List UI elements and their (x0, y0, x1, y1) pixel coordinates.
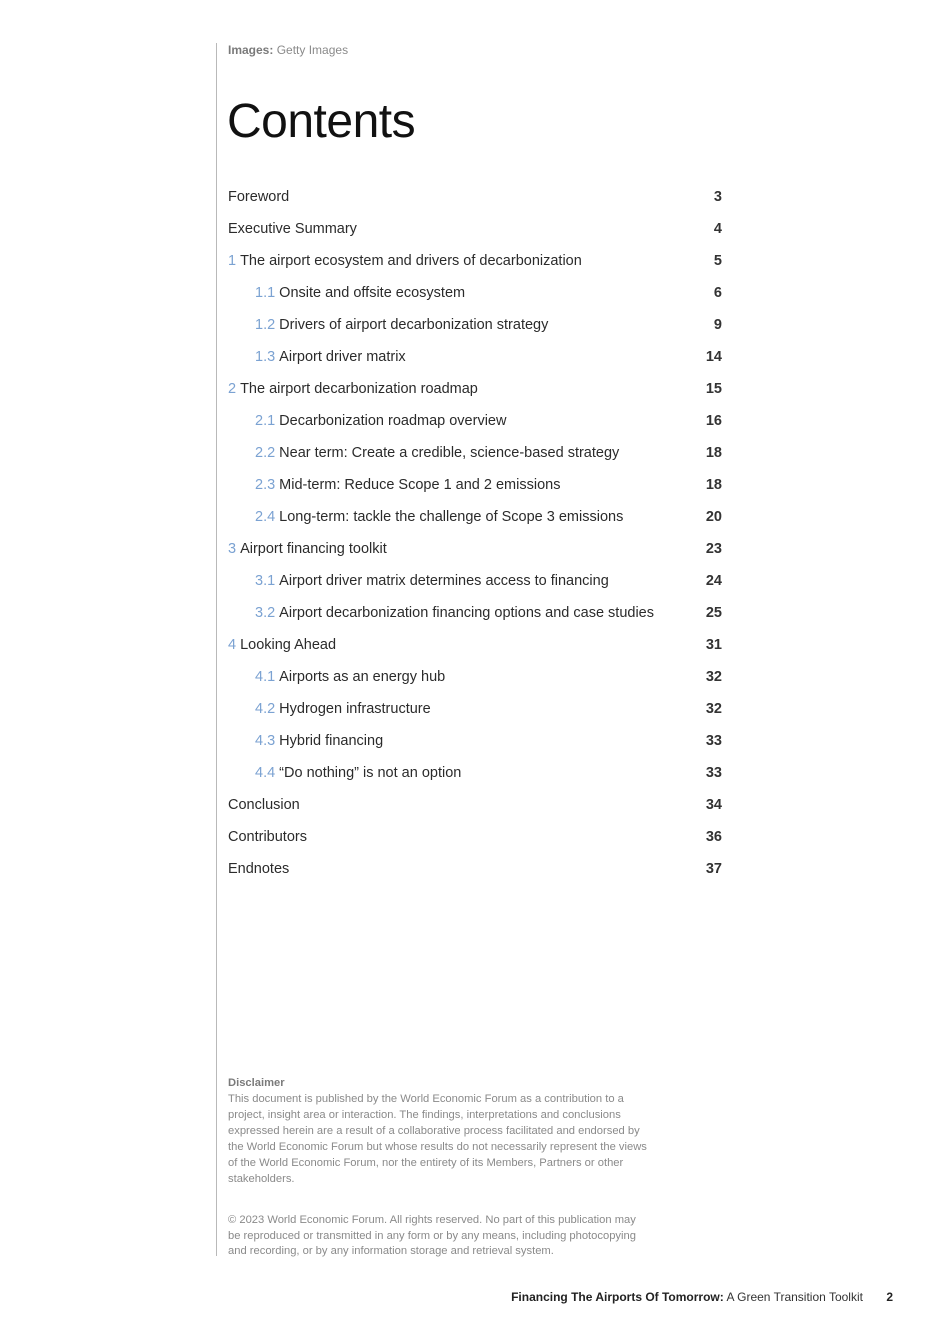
toc-entry[interactable] (228, 213, 722, 245)
page-title: Contents (227, 95, 416, 148)
toc-entry-label-wrap (255, 317, 692, 333)
toc-entry-label: Endnotes (228, 861, 290, 877)
toc-entry-label: Long-term: tackle the challenge of Scope 3 emissions (279, 509, 624, 525)
toc-entry-label: Onsite and offsite ecosystem (279, 285, 466, 301)
toc-entry[interactable] (228, 565, 722, 597)
toc-entry-page: 4 (713, 221, 722, 237)
toc-entry-label-wrap (255, 285, 692, 301)
image-credit-text: Getty Images (276, 43, 349, 57)
toc-entry-label-wrap (228, 381, 692, 397)
toc-entry[interactable] (228, 277, 722, 309)
toc-entry[interactable] (228, 309, 722, 341)
toc-entry-label-wrap (228, 541, 692, 557)
toc-entry-label: Executive Summary (228, 221, 357, 237)
toc-entry-label: Foreword (228, 189, 290, 205)
toc-entry-label-wrap (255, 765, 692, 781)
toc-entry-number: 4.2 (255, 701, 276, 717)
toc-entry-number: 3.1 (255, 573, 276, 589)
toc-entry-page: 25 (705, 605, 722, 621)
toc-entry[interactable] (228, 181, 722, 213)
toc-entry-label: Hybrid financing (279, 733, 384, 749)
footer-document-title: Financing The Airports Of Tomorrow: (511, 1290, 724, 1304)
toc-entry-label: Airports as an energy hub (279, 669, 446, 685)
toc-entry-number: 1 (228, 253, 237, 269)
toc-entry-number: 3.2 (255, 605, 276, 621)
toc-entry[interactable] (228, 661, 722, 693)
toc-entry-label-wrap (255, 509, 692, 525)
toc-entry-label: Drivers of airport decarbonization strategy (279, 317, 549, 333)
toc-entry-page: 34 (705, 797, 722, 813)
toc-entry-page: 36 (705, 829, 722, 845)
toc-entry-number: 3 (228, 541, 237, 557)
toc-entry[interactable] (228, 725, 722, 757)
toc-entry-page: 20 (705, 509, 722, 525)
toc-entry-label: Looking Ahead (240, 637, 337, 653)
toc-entry-page: 18 (705, 445, 722, 461)
toc-entry-label-wrap (255, 605, 692, 621)
toc-entry-page: 15 (705, 381, 722, 397)
toc-entry[interactable] (228, 437, 722, 469)
toc-entry-page: 18 (705, 477, 722, 493)
copyright-notice: © 2023 World Economic Forum. All rights reserved. No part of this publication may be reproduced or transmitted in any form or by any means, including photocopying and recording, or by any information storage and retrieval system. (228, 1214, 636, 1257)
disclaimer-text: This document is published by the World Economic Forum as a contribution to a project, insight area or interaction. The findings, interpretations and conclusions expressed herein are a result of a collaborative process facilitated and endorsed by the World Economic Forum but whose results do not necessarily represent the views of the World Economic Forum, nor the entirety of its Members, Partners or other stakeholders. (228, 1093, 647, 1185)
toc-entry[interactable] (228, 693, 722, 725)
toc-entry[interactable] (228, 405, 722, 437)
toc-entry[interactable] (228, 469, 722, 501)
toc-entry-page: 31 (705, 637, 722, 653)
toc-entry[interactable] (228, 501, 722, 533)
toc-entry-page: 32 (705, 669, 722, 685)
toc-entry-label: Airport driver matrix (279, 349, 406, 365)
toc-entry-number: 2.3 (255, 477, 276, 493)
toc-entry-page: 32 (705, 701, 722, 717)
toc-entry-label-wrap (228, 253, 692, 269)
toc-entry-label-wrap (255, 413, 692, 429)
toc-entry-number: 4.1 (255, 669, 276, 685)
toc-entry-label-wrap (228, 829, 692, 845)
toc-entry[interactable] (228, 853, 722, 885)
disclaimer-heading: Disclaimer (228, 1077, 285, 1089)
toc-entry[interactable] (228, 373, 722, 405)
toc-entry[interactable] (228, 533, 722, 565)
toc-entry[interactable] (228, 789, 722, 821)
toc-entry-page: 5 (713, 253, 722, 269)
toc-entry-number: 4.3 (255, 733, 276, 749)
toc-entry-label-wrap (255, 733, 692, 749)
page-footer (511, 1289, 893, 1305)
toc-entry[interactable] (228, 629, 722, 661)
toc-entry-page: 24 (705, 573, 722, 589)
toc-entry-number: 2.4 (255, 509, 276, 525)
toc-entry-label: “Do nothing” is not an option (279, 765, 462, 781)
table-of-contents (228, 181, 722, 885)
toc-entry-page: 6 (713, 285, 722, 301)
toc-entry-label: Contributors (228, 829, 307, 845)
toc-entry-label: Decarbonization roadmap overview (279, 413, 507, 429)
toc-entry-number: 1.1 (255, 285, 276, 301)
toc-entry-label-wrap (228, 797, 692, 813)
toc-entry-label-wrap (255, 349, 692, 365)
toc-entry-label-wrap (255, 573, 692, 589)
disclaimer (228, 1075, 648, 1187)
toc-entry[interactable] (228, 341, 722, 373)
toc-entry-label: Airport financing toolkit (240, 541, 387, 557)
toc-entry-label: Hydrogen infrastructure (279, 701, 431, 717)
toc-entry-label-wrap (255, 445, 692, 461)
toc-entry[interactable] (228, 757, 722, 789)
toc-entry-number: 1.3 (255, 349, 276, 365)
toc-entry-label-wrap (228, 221, 692, 237)
toc-entry-number: 2 (228, 381, 237, 397)
image-credit-label: Images: (228, 43, 274, 57)
toc-entry-label: Conclusion (228, 797, 300, 813)
toc-entry-number: 2.2 (255, 445, 276, 461)
toc-entry-number: 4 (228, 637, 237, 653)
toc-entry-number: 1.2 (255, 317, 276, 333)
toc-entry-label-wrap (255, 669, 692, 685)
image-credit (228, 42, 348, 58)
footer-document-subtitle: A Green Transition Toolkit (726, 1290, 863, 1304)
toc-entry-page: 33 (705, 765, 722, 781)
toc-entry[interactable] (228, 597, 722, 629)
toc-entry-label: The airport ecosystem and drivers of decarbonization (240, 253, 582, 269)
toc-entry-page: 9 (713, 317, 722, 333)
toc-entry[interactable] (228, 245, 722, 277)
toc-entry-page: 14 (705, 349, 722, 365)
toc-entry-label-wrap (255, 701, 692, 717)
toc-entry-label: Near term: Create a credible, science-based strategy (279, 445, 620, 461)
toc-entry-label-wrap (228, 637, 692, 653)
toc-entry-label-wrap (228, 189, 692, 205)
toc-entry-page: 16 (705, 413, 722, 429)
toc-entry-number: 4.4 (255, 765, 276, 781)
toc-entry-page: 3 (713, 189, 722, 205)
toc-entry-page: 23 (705, 541, 722, 557)
toc-entry-label-wrap (255, 477, 692, 493)
toc-entry-page: 33 (705, 733, 722, 749)
toc-entry[interactable] (228, 821, 722, 853)
toc-entry-page: 37 (705, 861, 722, 877)
toc-entry-label: The airport decarbonization roadmap (240, 381, 478, 397)
toc-entry-label: Airport decarbonization financing options and case studies (279, 605, 654, 621)
footer-page-number: 2 (886, 1290, 893, 1304)
toc-entry-label: Mid-term: Reduce Scope 1 and 2 emissions (279, 477, 561, 493)
toc-entry-number: 2.1 (255, 413, 276, 429)
toc-entry-label-wrap (228, 861, 692, 877)
toc-entry-label: Airport driver matrix determines access to financing (279, 573, 609, 589)
left-margin-rule (216, 43, 217, 1256)
